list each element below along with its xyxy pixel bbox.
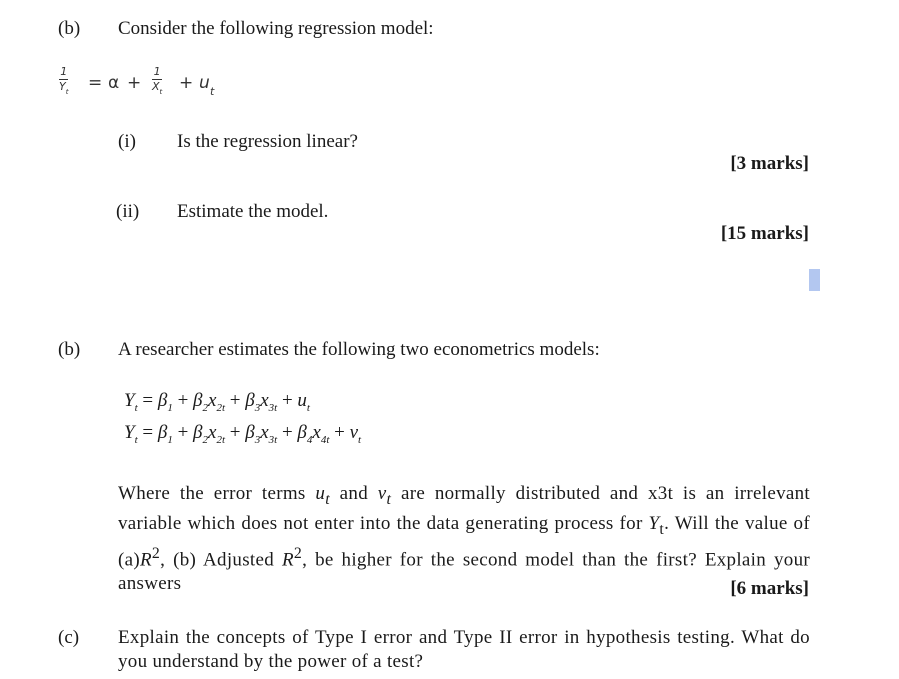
question-paragraph: Where the error terms $u_t$ and $v_t$ are normally distributed and x3t is an irrelevant variable which does not enter into the data generating process for $Y_t$. Will the value of $(a)R^2$, (b) Adjusted $R^2$, be higher for the second model than the first? Explain your answers bbox=[118, 483, 811, 594]
part-text: Estimate the model. bbox=[177, 201, 329, 222]
model-equation-2: $Y_t = \beta_1 + \beta_2x_{2t} + \beta_3x_{3t} + \beta_4x_{4t} + v_t$ bbox=[124, 422, 362, 446]
rhs-fraction: 1 $X_t$ bbox=[152, 65, 163, 96]
part-text: Is the regression linear? bbox=[177, 131, 358, 152]
rhs-denominator: X bbox=[152, 80, 160, 93]
question-text: Consider the following regression model: bbox=[118, 18, 434, 39]
lhs-numerator: 1 bbox=[60, 65, 68, 78]
model-equation-1: $Y_t = \beta_1 + \beta_2x_{2t} + \beta_3x_{3t} + u_t$ bbox=[124, 390, 310, 414]
question-label: (c) bbox=[58, 627, 80, 648]
marks-label: [6 marks] bbox=[730, 578, 809, 599]
question-paragraph: Explain the concepts of Type I error and Type II error in hypothesis testing. What do you understand by the power of a test? bbox=[118, 627, 810, 672]
rhs-numerator: 1 bbox=[153, 65, 161, 78]
error-subscript: t bbox=[210, 85, 215, 98]
marks-label: [3 marks] bbox=[730, 153, 809, 174]
question-text: A researcher estimates the following two econometrics models: bbox=[118, 339, 600, 360]
question-label: (b) bbox=[58, 339, 81, 360]
plus-sign: + bbox=[127, 73, 142, 93]
marks-label: [15 marks] bbox=[720, 223, 809, 244]
question-label: (b) bbox=[58, 18, 81, 39]
part-label: (i) bbox=[118, 131, 136, 152]
text-cursor bbox=[809, 269, 820, 291]
alpha-symbol: α bbox=[108, 73, 120, 93]
error-term: u bbox=[199, 73, 210, 93]
lhs-denominator: Y bbox=[59, 80, 66, 93]
plus-sign: + bbox=[179, 73, 194, 93]
part-label: (ii) bbox=[116, 201, 140, 222]
lhs-fraction: 1 $Y_t$ bbox=[59, 65, 69, 96]
equals-sign: = bbox=[88, 73, 103, 93]
